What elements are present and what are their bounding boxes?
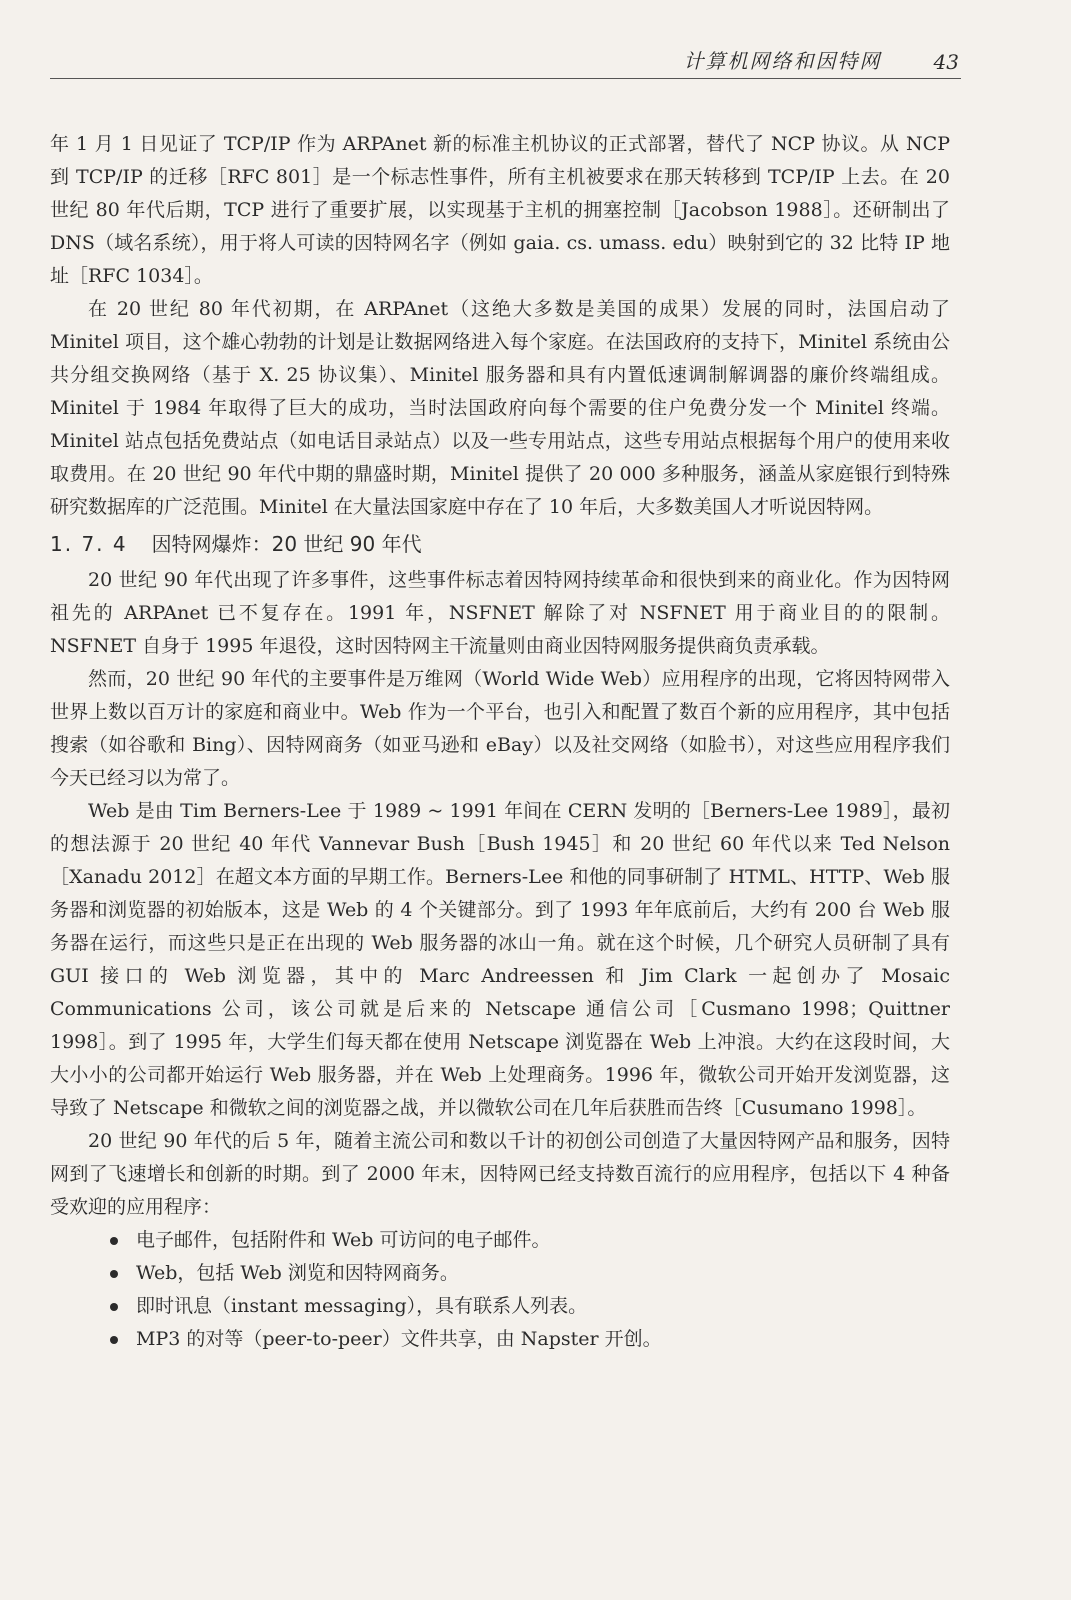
- paragraph: 年 1 月 1 日见证了 TCP/IP 作为 ARPAnet 新的标准主机协议的正式部署，替代了 NCP 协议。从 NCP 到 TCP/IP 的迁移［RFC 801］是一个标志性事件，所有主机被要求在那天转移到 TCP/IP 上去。在 20 世纪 80 年代后期，TCP 进行了重要扩展，以实现基于主机的拥塞控制［Jacobson 1988］。还研制出了 DNS（域名系统），用于将人可读的因特网名字（例如 gaia. cs. umass. edu）映射到它的 32 比特 IP 地址［RFC 1034］。: [50, 133, 950, 287]
- running-title: 计算机网络和因特网: [683, 49, 882, 73]
- bullet-icon: [110, 1270, 118, 1278]
- page-body: [50, 128, 950, 1356]
- list-item-text: Web，包括 Web 浏览和因特网商务。: [136, 1262, 459, 1284]
- section-number: 1. 7. 4: [50, 532, 128, 556]
- list-item-text: 电子邮件，包括附件和 Web 可访问的电子邮件。: [136, 1229, 551, 1251]
- page-header: [50, 40, 961, 79]
- list-item-text: MP3 的对等（peer-to-peer）文件共享，由 Napster 开创。: [136, 1328, 662, 1350]
- bullet-icon: [110, 1336, 118, 1344]
- paragraph: 20 世纪 90 年代出现了许多事件，这些事件标志着因特网持续革命和很快到来的商业化。作为因特网祖先的 ARPAnet 已不复存在。1991 年，NSFNET 解除了对 NSFNET 用于商业目的的限制。NSFNET 自身于 1995 年退役，这时因特网主干流量则由商业因特网服务提供商负责承载。: [50, 569, 950, 657]
- paragraph: 20 世纪 90 年代的后 5 年，随着主流公司和数以千计的初创公司创造了大量因特网产品和服务，因特网到了飞速增长和创新的时期。到了 2000 年末，因特网已经支持数百流行的应用程序，包括以下 4 种备受欢迎的应用程序：: [50, 1130, 950, 1218]
- paragraph: Web 是由 Tim Berners-Lee 于 1989 ~ 1991 年间在 CERN 发明的［Berners-Lee 1989］，最初的想法源于 20 世纪 40 年代 Vannevar Bush［Bush 1945］和 20 世纪 60 年代以来 Ted Nelson［Xanadu 2012］在超文本方面的早期工作。Berners-Lee 和他的同事研制了 HTML、HTTP、Web 服务器和浏览器的初始版本，这是 Web 的 4 个关键部分。到了 1993 年年底前后，大约有 200 台 Web 服务器在运行，而这些只是正在出现的 Web 服务器的冰山一角。就在这个时候，几个研究人员研制了具有 GUI 接口的 Web 浏览器，其中的 Marc Andreessen 和 Jim Clark 一起创办了 Mosaic Communications 公司，该公司就是后来的 Netscape 通信公司［Cusmano 1998；Quittner 1998］。到了 1995 年，大学生们每天都在使用 Netscape 浏览器在 Web 上冲浪。大约在这段时间，大大小小的公司都开始运行 Web 服务器，并在 Web 上处理商务。1996 年，微软公司开始开发浏览器，这导致了 Netscape 和微软之间的浏览器之战，并以微软公司在几年后获胜而告终［Cusumano 1998］。: [50, 800, 950, 1119]
- list-item: [50, 1290, 950, 1323]
- list-item-text: 即时讯息（instant messaging），具有联系人列表。: [136, 1295, 588, 1317]
- page-number: 43: [933, 50, 959, 74]
- list-item: [50, 1224, 950, 1257]
- bullet-list: [50, 1224, 950, 1356]
- bullet-icon: [110, 1303, 118, 1311]
- section-title: 因特网爆炸：20 世纪 90 年代: [151, 532, 422, 556]
- bullet-icon: [110, 1237, 118, 1245]
- section-heading: [50, 526, 950, 562]
- list-item: [50, 1323, 950, 1356]
- list-item: [50, 1257, 950, 1290]
- paragraph: 在 20 世纪 80 年代初期，在 ARPAnet（这绝大多数是美国的成果）发展的同时，法国启动了 Minitel 项目，这个雄心勃勃的计划是让数据网络进入每个家庭。在法国政府的支持下，Minitel 系统由公共分组交换网络（基于 X. 25 协议集）、Minitel 服务器和具有内置低速调制解调器的廉价终端组成。Minitel 于 1984 年取得了巨大的成功，当时法国政府向每个需要的住户免费分发一个 Minitel 终端。Minitel 站点包括免费站点（如电话目录站点）以及一些专用站点，这些专用站点根据每个用户的使用来收取费用。在 20 世纪 90 年代中期的鼎盛时期，Minitel 提供了 20 000 多种服务，涵盖从家庭银行到特殊研究数据库的广泛范围。Minitel 在大量法国家庭中存在了 10 年后，大多数美国人才听说因特网。: [50, 298, 950, 518]
- paragraph: 然而，20 世纪 90 年代的主要事件是万维网（World Wide Web）应用程序的出现，它将因特网带入世界上数以百万计的家庭和商业中。Web 作为一个平台，也引入和配置了数百个新的应用程序，其中包括搜索（如谷歌和 Bing）、因特网商务（如亚马逊和 eBay）以及社交网络（如脸书），对这些应用程序我们今天已经习以为常了。: [50, 668, 950, 789]
